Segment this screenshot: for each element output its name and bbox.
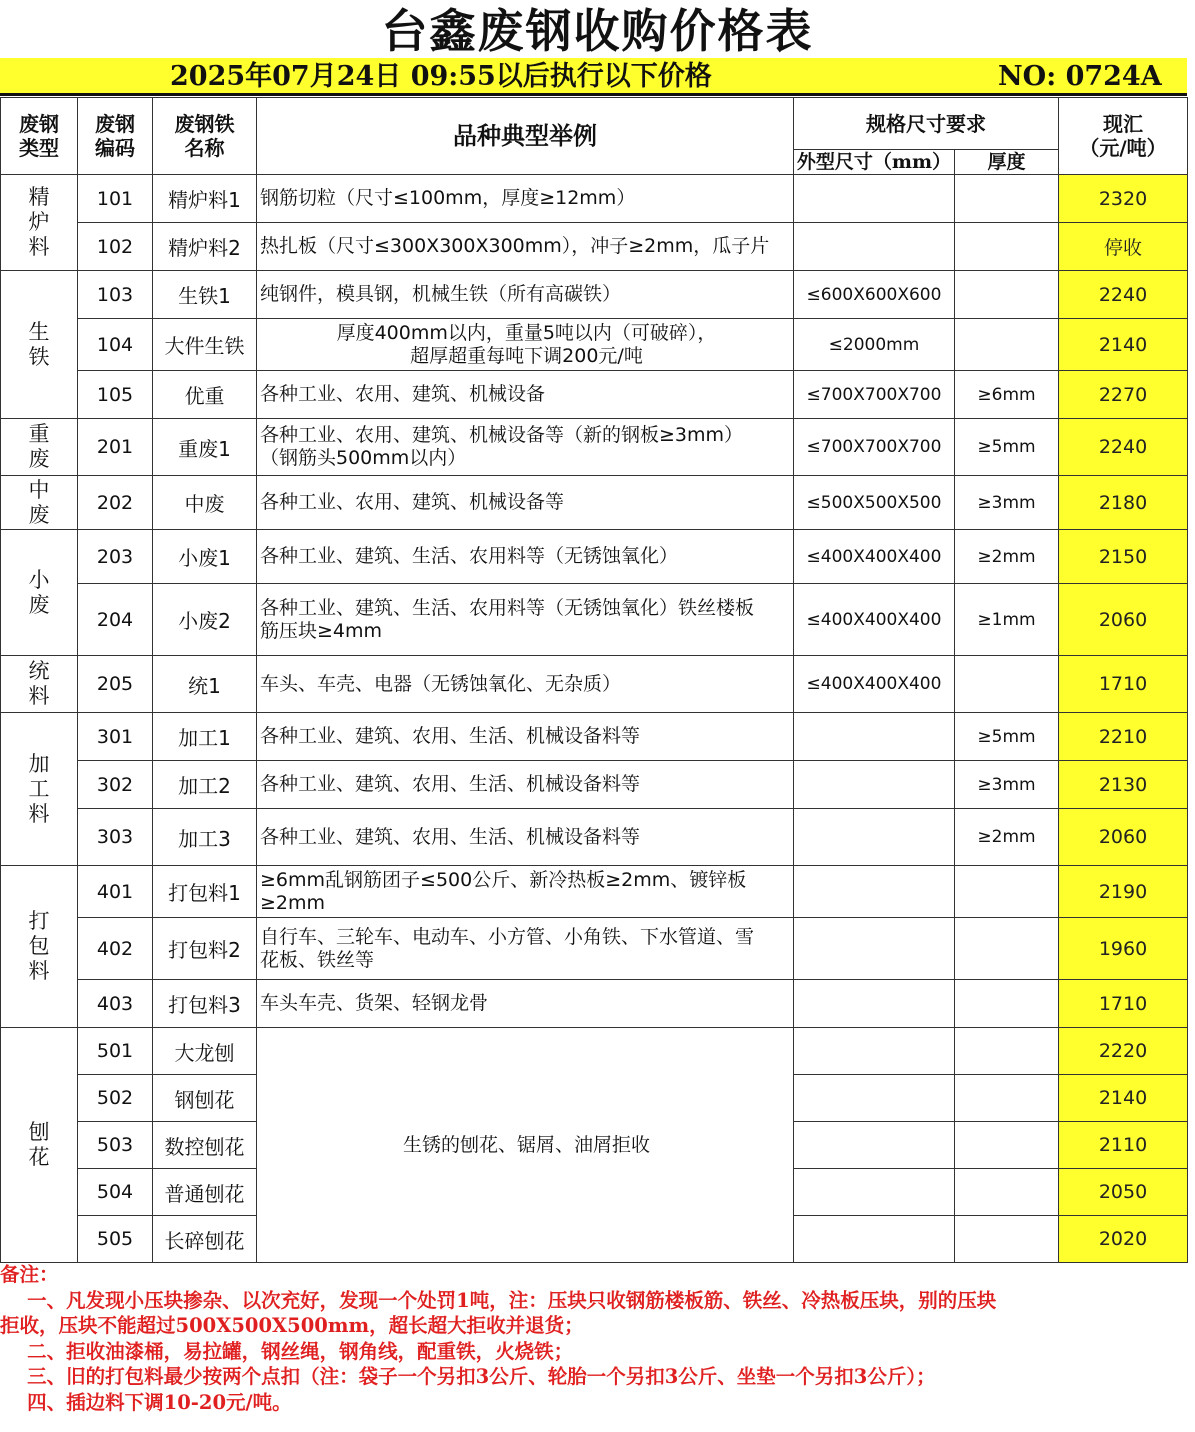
- price-cell: 2240: [1059, 419, 1188, 476]
- category-label: 中 废: [1, 476, 78, 530]
- item-name: 大件生铁: [153, 319, 257, 371]
- thickness-requirement: [955, 1028, 1059, 1075]
- size-requirement: [794, 809, 955, 866]
- price-cell: 2060: [1059, 809, 1188, 866]
- header-example: 品种典型举例: [257, 98, 794, 175]
- item-name: 长碎刨花: [153, 1216, 257, 1263]
- note-line: 四、插边料下调10-20元/吨。: [0, 1390, 292, 1414]
- document-number: NO: 0724A: [998, 61, 1162, 92]
- header-spec: 规格尺寸要求: [794, 98, 1059, 150]
- price-cell: 2190: [1059, 866, 1188, 918]
- item-description: 各种工业、建筑、农用、生活、机械设备料等: [257, 761, 794, 809]
- item-code: 501: [78, 1028, 153, 1075]
- price-cell: 2140: [1059, 1075, 1188, 1122]
- price-cell: 2020: [1059, 1216, 1188, 1263]
- notes-section: [0, 1262, 1187, 1415]
- item-name: 打包料1: [153, 866, 257, 918]
- item-code: 502: [78, 1075, 153, 1122]
- price-cell: 2130: [1059, 761, 1188, 809]
- price-cell: 2240: [1059, 271, 1188, 319]
- item-description: 各种工业、建筑、农用、生活、机械设备料等: [257, 809, 794, 866]
- item-name: 小废2: [153, 584, 257, 656]
- item-code: 104: [78, 319, 153, 371]
- size-requirement: [794, 1216, 955, 1263]
- item-name: 打包料3: [153, 980, 257, 1028]
- page-title: 台鑫废钢收购价格表: [381, 4, 814, 58]
- item-code: 302: [78, 761, 153, 809]
- item-code: 202: [78, 476, 153, 530]
- header-size: 外型尺寸（mm）: [794, 150, 955, 175]
- item-code: 303: [78, 809, 153, 866]
- category-label: 刨 花: [1, 1028, 78, 1263]
- size-requirement: ≤400X400X400: [794, 530, 955, 584]
- size-requirement: ≤700X700X700: [794, 419, 955, 476]
- thickness-requirement: ≥1mm: [955, 584, 1059, 656]
- price-cell: 2180: [1059, 476, 1188, 530]
- thickness-requirement: [955, 1169, 1059, 1216]
- thickness-requirement: [955, 271, 1059, 319]
- item-name: 加工2: [153, 761, 257, 809]
- item-code: 105: [78, 371, 153, 419]
- category-label: 统 料: [1, 656, 78, 713]
- price-cell: 2210: [1059, 713, 1188, 761]
- thickness-requirement: [955, 175, 1059, 223]
- item-description: 纯钢件，模具钢，机械生铁（所有高碳铁）: [257, 271, 794, 319]
- thickness-requirement: [955, 319, 1059, 371]
- item-name: 普通刨花: [153, 1169, 257, 1216]
- item-name: 数控刨花: [153, 1122, 257, 1169]
- item-description: 各种工业、建筑、农用、生活、机械设备料等: [257, 713, 794, 761]
- effective-date-text: 2025年07月24日 09:55以后执行以下价格: [170, 61, 712, 92]
- item-code: 505: [78, 1216, 153, 1263]
- thickness-requirement: [955, 1075, 1059, 1122]
- note-line: 三、旧的打包料最少按两个点扣（注：袋子一个另扣3公斤、轮胎一个另扣3公斤、坐垫一个另扣3公斤）；: [0, 1365, 936, 1388]
- header-name: 废钢铁 名称: [153, 98, 257, 175]
- item-code: 504: [78, 1169, 153, 1216]
- size-requirement: [794, 1028, 955, 1075]
- item-description: 各种工业、建筑、生活、农用料等（无锈蚀氧化）: [257, 530, 794, 584]
- price-cell: 2050: [1059, 1169, 1188, 1216]
- category-label: 小 废: [1, 530, 78, 656]
- item-description: 各种工业、农用、建筑、机械设备等（新的钢板≥3mm） （钢筋头500mm以内）: [257, 419, 794, 476]
- item-code: 103: [78, 271, 153, 319]
- thickness-requirement: [955, 1122, 1059, 1169]
- table-row: [1, 866, 1188, 918]
- header-thickness: 厚度: [955, 150, 1059, 175]
- size-requirement: ≤400X400X400: [794, 584, 955, 656]
- price-cell: 1960: [1059, 918, 1188, 980]
- thickness-requirement: [955, 656, 1059, 713]
- item-code: 401: [78, 866, 153, 918]
- item-description: 车头、车壳、电器（无锈蚀氧化、无杂质）: [257, 656, 794, 713]
- category-label: 打 包 料: [1, 866, 78, 1028]
- item-code: 205: [78, 656, 153, 713]
- table-row: [1, 809, 1188, 866]
- size-requirement: [794, 761, 955, 809]
- table-row: [1, 223, 1188, 271]
- header-code: 废钢 编码: [78, 98, 153, 175]
- item-description: 各种工业、建筑、生活、农用料等（无锈蚀氧化）铁丝楼板 筋压块≥4mm: [257, 584, 794, 656]
- item-name: 生铁1: [153, 271, 257, 319]
- price-cell: 2150: [1059, 530, 1188, 584]
- item-name: 精炉料2: [153, 223, 257, 271]
- item-name: 小废1: [153, 530, 257, 584]
- thickness-requirement: ≥5mm: [955, 419, 1059, 476]
- item-description: 车头车壳、货架、轻钢龙骨: [257, 980, 794, 1028]
- item-code: 101: [78, 175, 153, 223]
- item-description: 钢筋切粒（尺寸≤100mm，厚度≥12mm）: [257, 175, 794, 223]
- thickness-requirement: [955, 866, 1059, 918]
- size-requirement: ≤2000mm: [794, 319, 955, 371]
- price-cell: 停收: [1059, 223, 1188, 271]
- table-row: [1, 584, 1188, 656]
- item-code: 204: [78, 584, 153, 656]
- item-code: 102: [78, 223, 153, 271]
- thickness-requirement: [955, 918, 1059, 980]
- table-row: [1, 419, 1188, 476]
- price-cell: 1710: [1059, 980, 1188, 1028]
- category-label: 加 工 料: [1, 713, 78, 866]
- price-cell: 2060: [1059, 584, 1188, 656]
- item-code: 203: [78, 530, 153, 584]
- table-row: [1, 713, 1188, 761]
- item-name: 重废1: [153, 419, 257, 476]
- note-line: 二、拒收油漆桶，易拉罐，钢丝绳，钢角线，配重铁，火烧铁；: [0, 1339, 574, 1363]
- price-cell: 2140: [1059, 319, 1188, 371]
- price-table: [0, 97, 1188, 1263]
- table-row: [1, 319, 1188, 371]
- size-requirement: [794, 1122, 955, 1169]
- notes-heading: 备注：: [0, 1263, 59, 1286]
- table-row: [1, 656, 1188, 713]
- size-requirement: ≤600X600X600: [794, 271, 955, 319]
- price-cell: 2320: [1059, 175, 1188, 223]
- size-requirement: ≤400X400X400: [794, 656, 955, 713]
- item-code: 402: [78, 918, 153, 980]
- size-requirement: [794, 1169, 955, 1216]
- size-requirement: ≤500X500X500: [794, 476, 955, 530]
- size-requirement: [794, 866, 955, 918]
- size-requirement: ≤700X700X700: [794, 371, 955, 419]
- item-name: 打包料2: [153, 918, 257, 980]
- price-cell: 2110: [1059, 1122, 1188, 1169]
- category-label: 生 铁: [1, 271, 78, 419]
- thickness-requirement: [955, 1216, 1059, 1263]
- thickness-requirement: ≥5mm: [955, 713, 1059, 761]
- item-name: 统1: [153, 656, 257, 713]
- size-requirement: [794, 1075, 955, 1122]
- item-code: 201: [78, 419, 153, 476]
- item-description: 生锈的刨花、锯屑、油屑拒收: [257, 1028, 794, 1263]
- table-row: [1, 1028, 1188, 1075]
- item-description: 热扎板（尺寸≤300X300X300mm），冲子≥2mm，瓜子片: [257, 223, 794, 271]
- price-cell: 2270: [1059, 371, 1188, 419]
- price-cell: 1710: [1059, 656, 1188, 713]
- item-name: 精炉料1: [153, 175, 257, 223]
- table-row: [1, 530, 1188, 584]
- table-row: [1, 371, 1188, 419]
- note-line: 一、凡发现小压块掺杂、以次充好，发现一个处罚1吨，注：压块只收钢筋楼板筋、铁丝、冷热板压块，别的压块: [0, 1288, 997, 1312]
- item-name: 钢刨花: [153, 1075, 257, 1122]
- price-cell: 2220: [1059, 1028, 1188, 1075]
- item-name: 加工1: [153, 713, 257, 761]
- table-row: [1, 476, 1188, 530]
- thickness-requirement: [955, 980, 1059, 1028]
- table-row: [1, 918, 1188, 980]
- size-requirement: [794, 980, 955, 1028]
- table-row: [1, 175, 1188, 223]
- table-row: [1, 980, 1188, 1028]
- table-row: [1, 761, 1188, 809]
- thickness-requirement: ≥6mm: [955, 371, 1059, 419]
- item-code: 301: [78, 713, 153, 761]
- item-code: 403: [78, 980, 153, 1028]
- item-description: 各种工业、农用、建筑、机械设备等: [257, 476, 794, 530]
- header-price: 现汇 （元/吨）: [1059, 98, 1188, 175]
- table-row: [1, 271, 1188, 319]
- item-name: 加工3: [153, 809, 257, 866]
- item-name: 中废: [153, 476, 257, 530]
- category-label: 重 废: [1, 419, 78, 476]
- effective-date-bar: [0, 58, 1187, 96]
- item-name: 大龙刨: [153, 1028, 257, 1075]
- item-code: 503: [78, 1122, 153, 1169]
- thickness-requirement: [955, 223, 1059, 271]
- thickness-requirement: ≥2mm: [955, 530, 1059, 584]
- note-line: 拒收，压块不能超过500X500X500mm，超长超大拒收并退货；: [0, 1314, 584, 1337]
- item-description: 自行车、三轮车、电动车、小方管、小角铁、下水管道、雪 花板、铁丝等: [257, 918, 794, 980]
- item-description: 各种工业、农用、建筑、机械设备: [257, 371, 794, 419]
- thickness-requirement: ≥2mm: [955, 809, 1059, 866]
- category-label: 精 炉 料: [1, 175, 78, 271]
- item-description: ≥6mm乱钢筋团子≤500公斤、新冷热板≥2mm、镀锌板≥2mm: [257, 866, 794, 918]
- thickness-requirement: ≥3mm: [955, 761, 1059, 809]
- size-requirement: [794, 918, 955, 980]
- header-type: 废钢 类型: [1, 98, 78, 175]
- item-description: 厚度400mm以内，重量5吨以内（可破碎）， 超厚超重每吨下调200元/吨: [257, 319, 794, 371]
- thickness-requirement: ≥3mm: [955, 476, 1059, 530]
- size-requirement: [794, 223, 955, 271]
- size-requirement: [794, 713, 955, 761]
- size-requirement: [794, 175, 955, 223]
- item-name: 优重: [153, 371, 257, 419]
